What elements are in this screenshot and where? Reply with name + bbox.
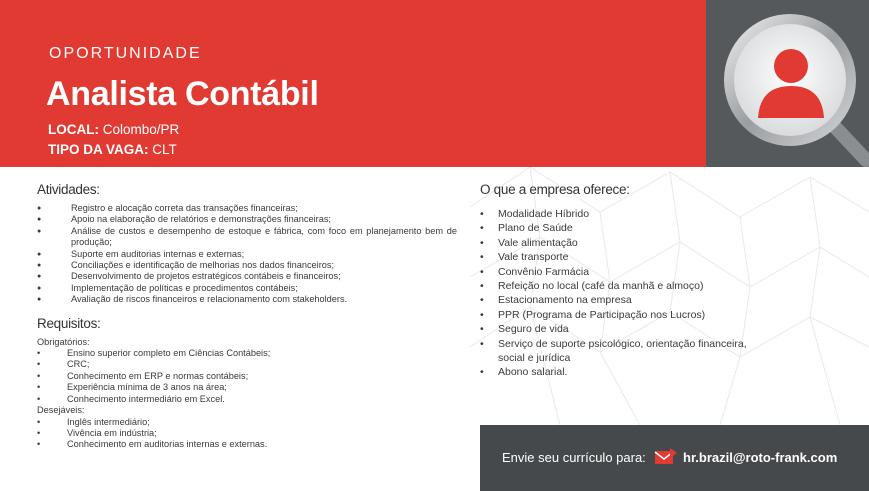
list-item: ● Registro e alocação correta das transações financeiras;: [37, 203, 457, 214]
list-item: ● Implementação de políticas e procedimentos contábeis;: [37, 283, 457, 294]
list-item: ● Desenvolvimento de projetos estratégicos contábeis e financeiros;: [37, 271, 457, 282]
left-column: [37, 182, 457, 451]
desejaveis-label: Desejáveis:: [37, 405, 85, 416]
list-item: • Estacionamento na empresa: [480, 293, 750, 307]
job-title: Analista Contábil: [46, 75, 319, 113]
list-item: ● Avaliação de riscos financeiros e relacionamento com stakeholders.: [37, 294, 457, 305]
footer-email-link[interactable]: hr.brazil@roto-frank.com: [683, 450, 838, 465]
list-item: • Vivência em indústria;: [37, 428, 457, 439]
list-item: • Plano de Saúde: [480, 221, 750, 235]
eyebrow-label: OPORTUNIDADE: [49, 45, 202, 62]
obrigatorios-label: Obrigatórios:: [37, 336, 90, 347]
list-item: • Seguro de vida: [480, 322, 750, 336]
list-item: • Vale alimentação: [480, 236, 750, 250]
tipo-value: CLT: [152, 142, 177, 157]
footer-bar: [480, 425, 869, 491]
list-item: • Convênio Farmácia: [480, 265, 750, 279]
footer-cta: Envie seu currículo para:: [502, 450, 646, 465]
list-item: • PPR (Programa de Participação nos Lucros): [480, 308, 750, 322]
oferece-title: O que a empresa oferece:: [480, 182, 630, 197]
list-item: ● Análise de custos e desempenho de estoque e fábrica, com foco em planejamento bem de produção;: [37, 226, 457, 249]
list-item: • Conhecimento em ERP e normas contábeis;: [37, 371, 457, 382]
magnifier-person-icon: [718, 8, 869, 168]
tipo-label: TIPO DA VAGA:: [48, 142, 149, 157]
list-item: • Serviço de suporte psicológico, orientação financeira, social e jurídica: [480, 337, 750, 366]
list-item: ● Conciliações e identificação de melhorias nos dados financeiros;: [37, 260, 457, 271]
list-item: • Experiência mínima de 3 anos na área;: [37, 382, 457, 393]
atividades-title: Atividades:: [37, 182, 100, 197]
desejaveis-list: [37, 417, 457, 451]
list-item: • Inglês intermediário;: [37, 417, 457, 428]
requisitos-title: Requisitos:: [37, 315, 101, 331]
list-item: • CRC;: [37, 359, 457, 370]
atividades-list: [37, 203, 457, 306]
list-item: • Modalidade Híbrido: [480, 207, 750, 221]
list-item: • Abono salarial.: [480, 365, 750, 379]
list-item: • Conhecimento intermediário em Excel.: [37, 394, 457, 405]
list-item: ● Apoio na elaboração de relatórios e demonstrações financeiras;: [37, 214, 457, 225]
list-item: • Refeição no local (café da manhã e almoço): [480, 279, 750, 293]
right-column: [480, 182, 750, 380]
oferece-list: [480, 207, 750, 380]
list-item: • Vale transporte: [480, 250, 750, 264]
local-line: [48, 122, 179, 137]
local-label: LOCAL:: [48, 122, 99, 137]
mail-icon: [654, 447, 678, 467]
local-value: Colombo/PR: [102, 122, 180, 137]
list-item: • Conhecimento em auditorias internas e externas.: [37, 439, 457, 450]
list-item: • Ensino superior completo em Ciências Contábeis;: [37, 348, 457, 359]
obrigatorios-list: [37, 348, 457, 405]
tipo-line: [48, 142, 177, 157]
list-item: ● Suporte em auditorias internas e externas;: [37, 249, 457, 260]
